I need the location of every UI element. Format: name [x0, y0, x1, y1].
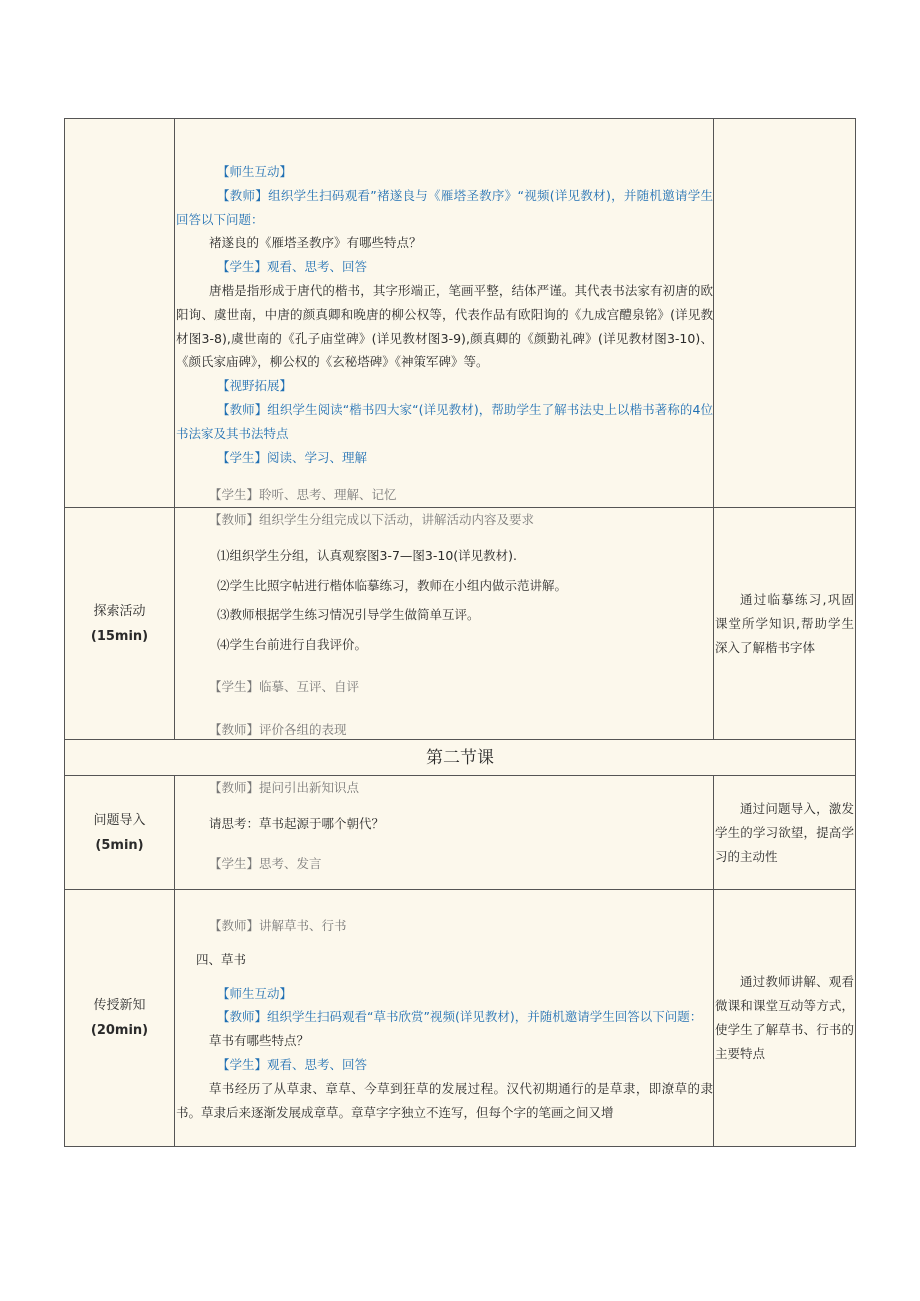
purpose-cell	[714, 119, 856, 508]
content-cell	[175, 508, 714, 740]
content-cell	[175, 776, 714, 890]
purpose-cell	[714, 508, 856, 740]
student-activity: 【学生】临摹、互评、自评	[209, 678, 360, 694]
stage-cell	[65, 508, 175, 740]
table-row	[65, 508, 856, 740]
interaction-heading: 【师生互动】	[217, 164, 293, 179]
activity-step: ⑶教师根据学生练习情况引导学生做简单互评。	[217, 607, 480, 623]
subsection-heading: 四、草书	[196, 951, 247, 967]
purpose-cell	[714, 890, 856, 1147]
table-row	[65, 119, 856, 508]
interaction-heading: 【师生互动】	[217, 985, 293, 1001]
activity-step: ⑵学生比照字帖进行楷体临摹练习，教师在小组内做示范讲解。	[217, 577, 568, 593]
student-activity: 【学生】思考、发言	[209, 855, 322, 871]
question-text: 请思考：草书起源于哪个朝代？	[209, 815, 385, 831]
lesson-plan-table	[64, 118, 856, 1147]
teacher-instruction: 【教师】提问引出新知识点	[209, 780, 360, 795]
stage-cell	[65, 119, 175, 508]
activity-step: ⑴组织学生分组，认真观察图3-7—图3-10(详见教材).	[217, 547, 518, 563]
teacher-evaluation: 【教师】评价各组的表现	[209, 721, 347, 737]
stage-duration: (20min)	[90, 1023, 149, 1038]
expansion-heading: 【视野拓展】	[217, 378, 293, 394]
teacher-instruction: 【教师】组织学生扫码观看”褚遂良与《雁塔圣教序》“视频(详见教材)，并随机邀请学生回答以下问题：	[176, 187, 713, 227]
content-cell	[175, 119, 714, 508]
teacher-instruction: 【教师】组织学生分组完成以下活动，讲解活动内容及要求	[209, 512, 535, 527]
table-row	[65, 776, 856, 890]
stage-duration: (5min)	[95, 837, 144, 853]
purpose-text: 通过临摹练习,巩固课堂所学知识,帮助学生深入了解楷书字体	[715, 591, 854, 655]
student-activity: 【学生】聆听、思考、理解、记忆	[209, 487, 397, 503]
stage-label: 问题导入	[93, 812, 146, 828]
content-cell	[175, 890, 714, 1147]
body-paragraph: 唐楷是指形成于唐代的楷书，其字形端正，笔画平整，结体严谨。其代表书法家有初唐的欧阳询、虞世南，中唐的颜真卿和晚唐的柳公权等，代表作品有欧阳询的《九成宫醴泉铭》(详见教材图3-8),虞世南的《孔子庙堂碑》(详见教材图3-9),颜真卿的《颜勤礼碑》(详见教材图3-10)、《颜氏家庙碑》，柳公权的《玄秘塔碑》《神策军碑》等。	[176, 282, 713, 370]
question-text: 草书有哪些特点？	[209, 1033, 310, 1049]
teacher-instruction: 【教师】组织学生扫码观看“草书欣赏”视频(详见教材)，并随机邀请学生回答以下问题：	[217, 1009, 703, 1025]
student-activity: 【学生】观看、思考、回答	[217, 259, 368, 275]
purpose-cell	[714, 776, 856, 890]
activity-step: ⑷学生台前进行自我评价。	[217, 637, 368, 653]
stage-duration: (15min)	[90, 628, 149, 644]
stage-label: 传授新知	[93, 998, 146, 1013]
stage-cell	[65, 890, 175, 1147]
table-row	[65, 890, 856, 1147]
student-activity: 【学生】阅读、学习、理解	[217, 449, 368, 465]
stage-cell	[65, 776, 175, 890]
body-paragraph: 草书经历了从草隶、章草、今草到狂草的发展过程。汉代初期通行的是草隶，即潦草的隶书。草隶后来逐渐发展成章草。章草字字独立不连写，但每个字的笔画之间又增	[176, 1080, 713, 1120]
teacher-instruction: 【教师】讲解草书、行书	[209, 918, 347, 933]
stage-label: 探索活动	[93, 603, 146, 619]
purpose-text: 通过问题导入，激发学生的学习欲望，提高学习的主动性	[715, 800, 854, 864]
section-title: 第二节课	[65, 740, 856, 776]
purpose-text: 通过教师讲解、观看微课和课堂互动等方式，使学生了解草书、行书的主要特点	[715, 974, 854, 1061]
student-activity: 【学生】观看、思考、回答	[217, 1056, 368, 1072]
teacher-instruction: 【教师】组织学生阅读“楷书四大家“(详见教材)，帮助学生了解书法史上以楷书著称的4位书法家及其书法特点	[176, 401, 713, 441]
question-text: 褚遂良的《雁塔圣教序》有哪些特点？	[209, 235, 422, 251]
